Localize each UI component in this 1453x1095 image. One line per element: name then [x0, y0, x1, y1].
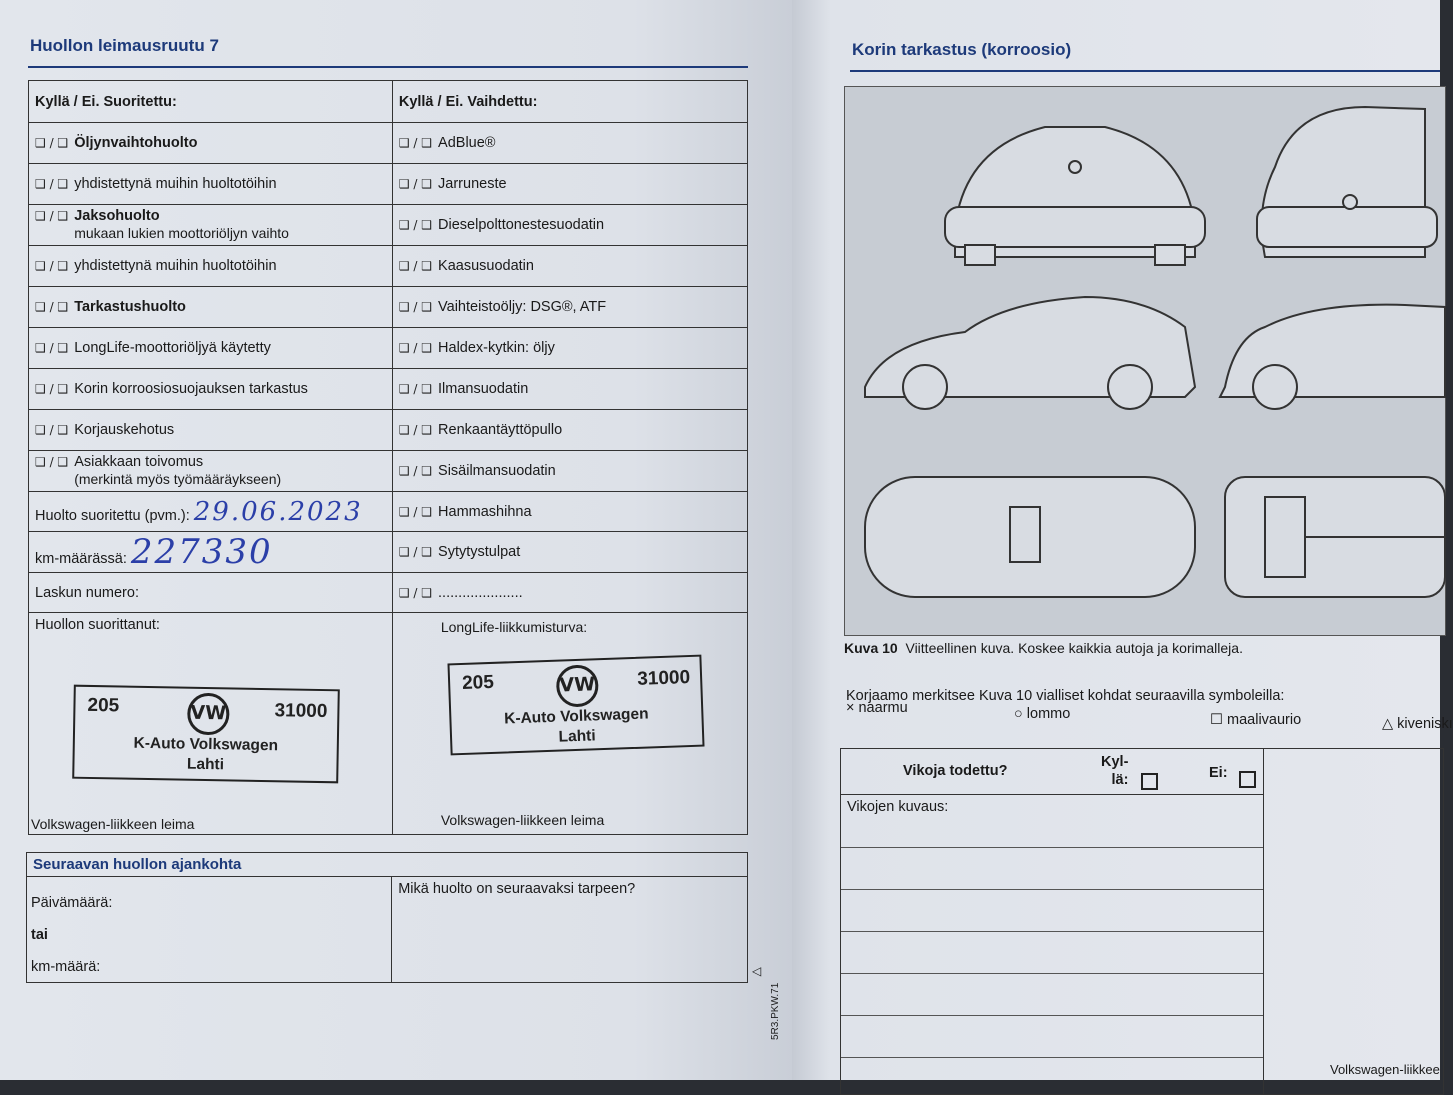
col1-header: Kyllä / Ei. Suoritettu:: [29, 81, 393, 123]
car-diagram: [844, 86, 1446, 636]
row-oil-change: ❑ / ❑ Öljynvaihtohuolto: [29, 123, 393, 164]
row-tyre-inflator: ❑ / ❑ Renkaantäyttöpullo: [392, 410, 747, 451]
vw-logo-icon: VW: [187, 693, 230, 736]
row-corrosion-check: ❑ / ❑ Korin korroosiosuojauksen tarkastus: [29, 369, 393, 410]
row-km: km-määrässä: 227330: [29, 532, 393, 573]
longlife-label: LongLife-liikkumisturva:: [440, 619, 588, 635]
next-service-table: [26, 852, 748, 983]
symbol-chip: △ kiveniskı: [1382, 716, 1453, 732]
row-interval-service: ❑ / ❑ Jaksohuolto mukaan lukien moottoriöljyn vaihto: [29, 205, 393, 246]
row-cabin-filter: ❑ / ❑ Sisäilmansuodatin: [392, 451, 747, 492]
checkbox-pair[interactable]: ❑ / ❑: [35, 136, 69, 150]
defects-table: [840, 748, 1444, 1095]
next-or: tai: [31, 927, 48, 943]
symbol-scratch: × naarmu: [846, 700, 908, 716]
page-title: Huollon leimausruutu 7: [30, 36, 219, 55]
symbol-paint: ☐ maalivaurio: [1210, 712, 1302, 728]
col2-header: Kyllä / Ei. Vaihdettu:: [392, 81, 747, 123]
row-gear-oil: ❑ / ❑ Vaihteistoöljy: DSG®, ATF: [392, 287, 747, 328]
defects-question: Vikoja todettu?: [903, 763, 1008, 779]
row-adblue: ❑ / ❑ AdBlue®: [392, 123, 747, 164]
row-inspection: ❑ / ❑ Tarkastushuolto: [29, 287, 393, 328]
row-service-date: Huolto suoritettu (pvm.): 29.06.2023: [29, 492, 393, 532]
stamp-caption-1: Volkswagen-liikkeen leima: [31, 816, 195, 832]
next-service-fields: [27, 877, 392, 983]
row-longlife-oil: ❑ / ❑ LongLife-moottoriöljyä käytetty: [29, 328, 393, 369]
km-value[interactable]: 227330: [130, 532, 273, 572]
checkbox-pair[interactable]: ❑ / ❑: [398, 545, 433, 559]
checkbox-pair[interactable]: ❑ / ❑: [398, 259, 433, 273]
row-haldex: ❑ / ❑ Haldex-kytkin: öljy: [392, 328, 747, 369]
right-footer: Volkswagen-liikkee: [1330, 1062, 1440, 1077]
service-table: [28, 80, 748, 835]
checkbox-pair[interactable]: ❑ / ❑: [35, 382, 69, 396]
checkbox-pair[interactable]: ❑ / ❑: [398, 136, 433, 150]
defects-side-column: [1264, 749, 1444, 1095]
dealer-stamp-1: 205 VW 31000 K-Auto Volkswagen Lahti: [72, 685, 340, 784]
triangle-marker-icon: ◁: [752, 964, 762, 978]
row-air-filter: ❑ / ❑ Ilmansuodatin: [392, 369, 747, 410]
checkbox-pair[interactable]: ❑ / ❑: [398, 585, 433, 600]
next-km-label: km-määrä:: [31, 959, 101, 975]
row-customer-request: ❑ / ❑ Asiakkaan toivomus (merkintä myös työmääräykseen): [29, 451, 393, 492]
row-spark-plugs: ❑ / ❑ Sytytystulpat: [392, 532, 747, 573]
checkbox-pair[interactable]: ❑ / ❑: [398, 218, 433, 232]
checkbox-pair[interactable]: ❑ / ❑: [35, 455, 69, 469]
row-diesel-filter: ❑ / ❑ Dieselpolttonestesuodatin: [392, 205, 747, 246]
row-brake-fluid: ❑ / ❑ Jarruneste: [392, 164, 747, 205]
defects-description-cell: [841, 795, 1264, 1095]
title-rule-right: [850, 70, 1440, 72]
checkbox-pair[interactable]: ❑ / ❑: [398, 464, 433, 478]
car-outlines-icon: [845, 87, 1445, 635]
row-extra: ❑ / ❑ .....................: [392, 573, 747, 613]
performed-by-cell: [29, 613, 393, 835]
vw-logo-icon: VW: [555, 664, 598, 707]
defects-header: [841, 749, 1264, 795]
row-gas-filter: ❑ / ❑ Kaasusuodatin: [392, 246, 747, 287]
description-label: Vikojen kuvaus:: [847, 799, 949, 815]
row-combined-1: ❑ / ❑ yhdistettynä muihin huoltotöihin: [29, 164, 393, 205]
yes-label: Kyl- lä:: [1101, 754, 1129, 788]
row-repair-request: ❑ / ❑ Korjauskehotus: [29, 410, 393, 451]
figure-caption: Kuva 10 Viitteellinen kuva. Koskee kaikkia autoja ja korimalleja.: [844, 640, 1243, 656]
yes-checkbox[interactable]: [1141, 773, 1158, 790]
dealer-stamp-2: 205 VW 31000 K-Auto Volkswagen Lahti: [447, 655, 704, 756]
checkbox-pair[interactable]: ❑ / ❑: [398, 423, 433, 437]
symbol-dent: ○ lommo: [1014, 706, 1071, 722]
service-date-value[interactable]: 29.06.2023: [193, 496, 363, 527]
stamp-caption-2: Volkswagen-liikkeen leima: [440, 812, 605, 828]
no-label: Ei:: [1209, 765, 1228, 781]
row-combined-2: ❑ / ❑ yhdistettynä muihin huoltotöihin: [29, 246, 393, 287]
checkbox-pair[interactable]: ❑ / ❑: [35, 259, 69, 273]
checkbox-pair[interactable]: ❑ / ❑: [35, 177, 69, 191]
side-code: 5R3.PKW.71: [770, 982, 781, 1040]
right-page: [792, 0, 1453, 1080]
title-rule: [28, 66, 748, 68]
checkbox-pair[interactable]: ❑ / ❑: [35, 300, 69, 314]
checkbox-pair[interactable]: ❑ / ❑: [398, 341, 433, 355]
instruction-text: Korjaamo merkitsee Kuva 10 vialliset kohdat seuraavilla symboleilla:: [846, 688, 1285, 704]
checkbox-pair[interactable]: ❑ / ❑: [35, 423, 69, 437]
page-title-right: Korin tarkastus (korroosio): [852, 40, 1072, 59]
no-checkbox[interactable]: [1239, 771, 1256, 788]
longlife-cell: [392, 613, 747, 835]
checkbox-pair[interactable]: ❑ / ❑: [398, 177, 433, 191]
checkbox-pair[interactable]: ❑ / ❑: [398, 300, 433, 314]
next-date-label: Päivämäärä:: [31, 895, 113, 911]
checkbox-pair[interactable]: ❑ / ❑: [398, 504, 433, 519]
checkbox-pair[interactable]: ❑ / ❑: [35, 341, 69, 355]
row-timing-belt: ❑ / ❑ Hammashihna: [392, 492, 747, 532]
checkbox-pair[interactable]: ❑ / ❑: [398, 382, 433, 396]
checkbox-pair[interactable]: ❑ / ❑: [35, 209, 69, 223]
next-service-title: Seuraavan huollon ajankohta: [27, 853, 748, 877]
row-invoice: Laskun numero:: [29, 573, 393, 613]
performed-by-label: Huollon suorittanut:: [35, 617, 160, 633]
next-question: Mikä huolto on seuraavaksi tarpeen?: [392, 877, 748, 983]
